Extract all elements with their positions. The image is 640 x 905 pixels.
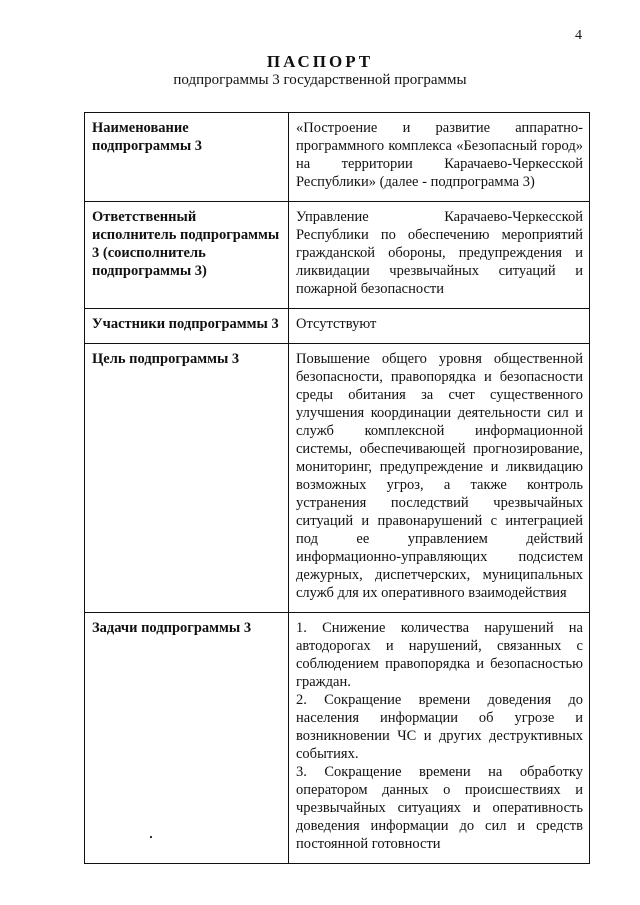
page-title: ПАСПОРТ — [266, 52, 374, 71]
scan-speck — [150, 836, 152, 838]
row-value-tasks — [289, 613, 590, 864]
row-label-participants: Участники подпрограммы 3 — [85, 309, 289, 344]
task-item-3: 3. Сокращение времени на обработку оператором данных о происшествиях и чрезвычайных ситуациях и оперативность доведения информации до сил и средств постоянной готовности — [296, 764, 583, 852]
row-label-executor: Ответственный исполнитель подпрограммы 3 (соисполнитель подпрограммы 3) — [85, 202, 289, 309]
row-label-goal: Цель подпрограммы 3 — [85, 344, 289, 613]
task-item-2: 2. Сокращение времени доведения до населения информации об угрозе и возникновении ЧС и других деструктивных событиях. — [296, 692, 583, 762]
row-value-name: «Построение и развитие аппаратно-программного комплекса «Безопасный город» на территории Карачаево-Черкесской Республики» (далее - подпрограмма 3) — [289, 113, 590, 202]
task-item-1: 1. Снижение количества нарушений на автодорогах и нарушений, связанных с соблюдением правопорядка и безопасностью граждан. — [296, 620, 583, 690]
table-row-tasks — [85, 613, 590, 864]
row-value-participants: Отсутствуют — [289, 309, 590, 344]
table-row-participants — [85, 309, 590, 344]
row-value-goal: Повышение общего уровня общественной безопасности, правопорядка и безопасности среды обитания за счет существенного улучшения координации деятельности сил и служб комплексной информационной системы, обеспечивающей прогнозирование, мониторинг, предупреждение и ликвидацию возможных угроз, а также контроль устранения последствий чрезвычайных ситуаций и правонарушений с интеграцией под ее управлением действий информационно-управляющих подсистем дежурных, диспетчерских, муниципальных служб для их оперативного взаимодействия — [289, 344, 590, 613]
row-label-tasks: Задачи подпрограммы 3 — [85, 613, 289, 864]
row-label-name: Наименование подпрограммы 3 — [85, 113, 289, 202]
page-subtitle: подпрограммы 3 государственной программы — [173, 72, 467, 88]
row-value-executor: Управление Карачаево-Черкесской Республики по обеспечению мероприятий гражданской обороны, предупреждения и ликвидации чрезвычайных ситуаций и пожарной безопасности — [289, 202, 590, 309]
page-number: 4 — [575, 28, 582, 43]
table-row-name — [85, 113, 590, 202]
passport-table — [84, 112, 590, 864]
table-row-goal — [85, 344, 590, 613]
table-row-executor — [85, 202, 590, 309]
